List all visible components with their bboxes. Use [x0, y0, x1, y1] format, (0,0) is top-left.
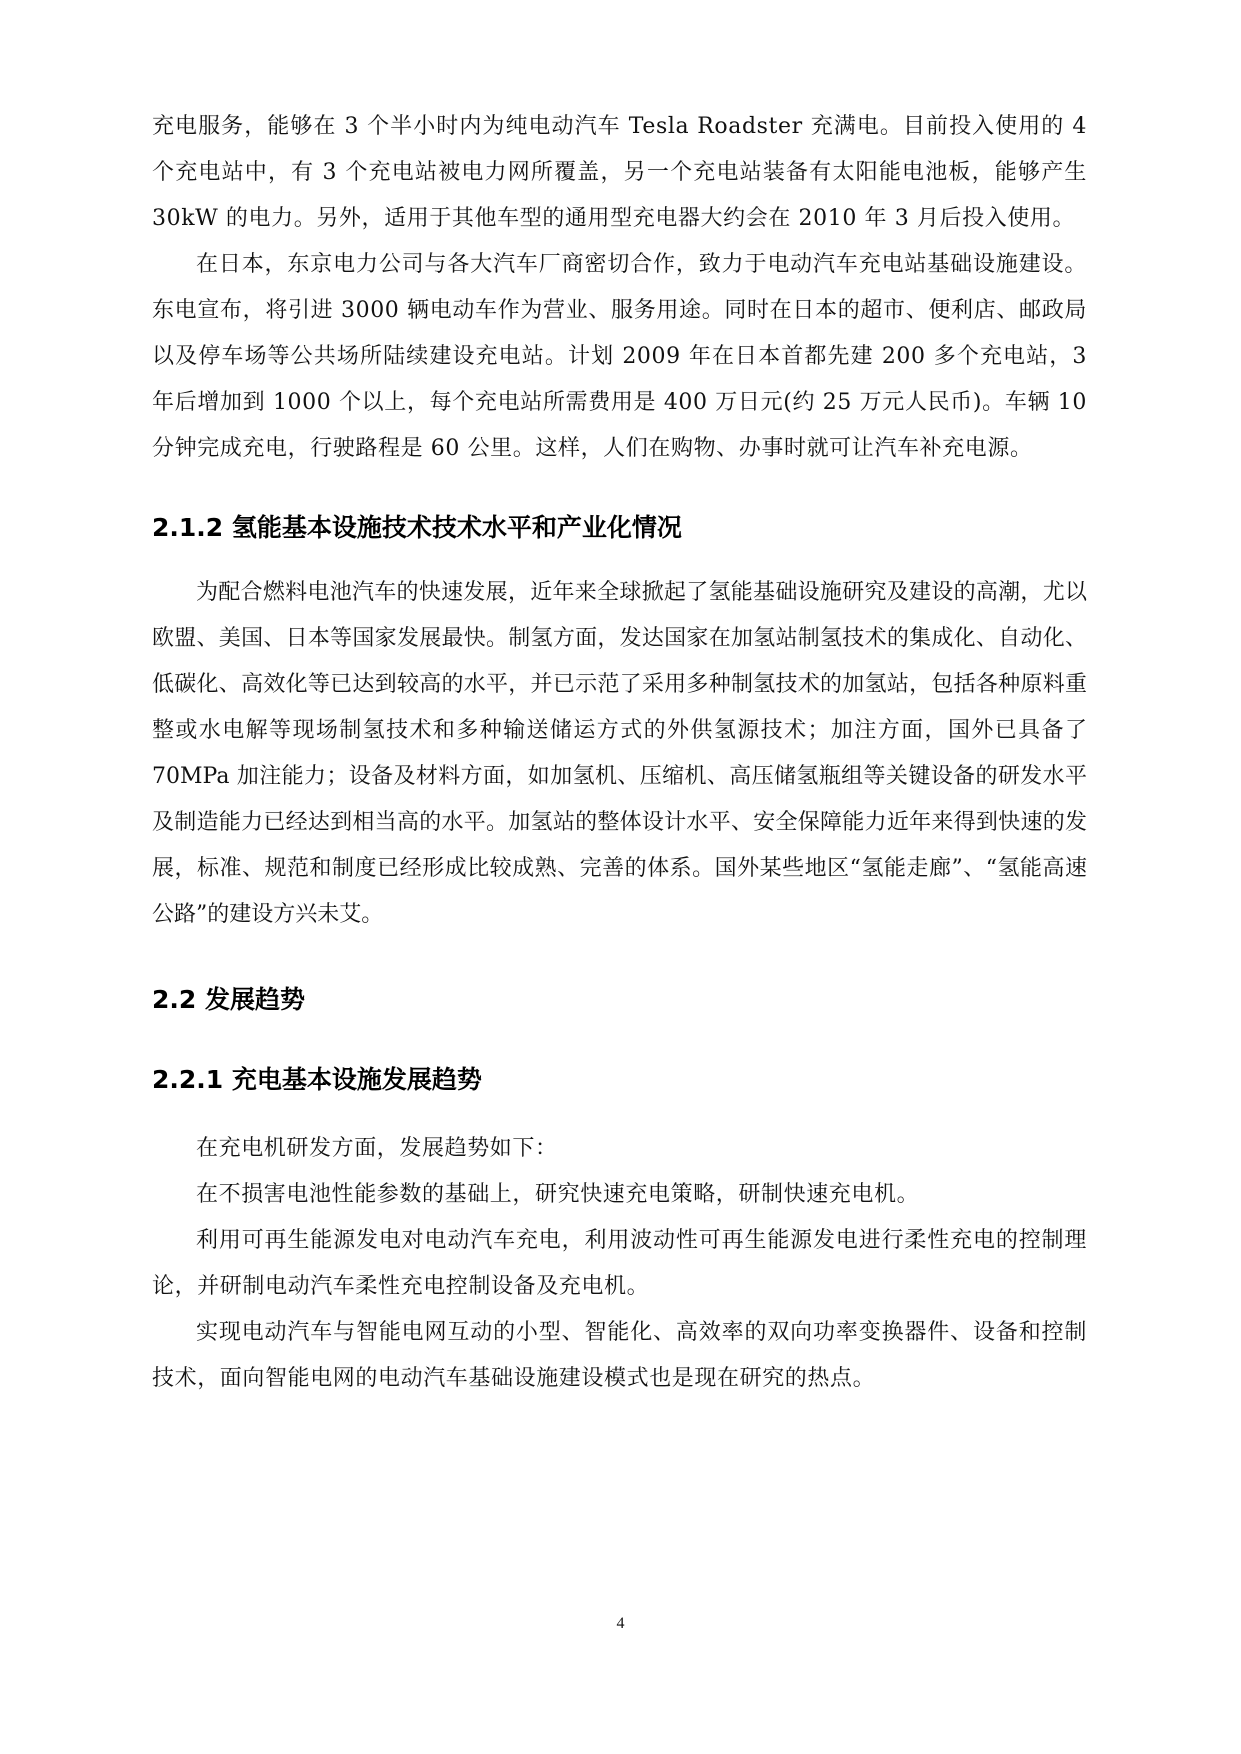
- paragraph-tesla-charging: 充电服务，能够在 3 个半小时内为纯电动汽车 Tesla Roadster 充满电。目前投入使用的 4 个充电站中，有 3 个充电站被电力网所覆盖，另一个充电站装备有太阳能电池板，能够产生 30kW 的电力。另外，适用于其他车型的通用型充电器大约会在 2010 年 3 月后投入使用。: [152, 114, 1087, 231]
- paragraph-smart-grid: 实现电动汽车与智能电网互动的小型、智能化、高效率的双向功率变换器件、设备和控制技术，面向智能电网的电动汽车基础设施建设模式也是现在研究的热点。: [152, 1320, 1087, 1391]
- page-number: 4: [616, 1615, 625, 1632]
- paragraph-hydrogen-infrastructure: 为配合燃料电池汽车的快速发展，近年来全球掀起了氢能基础设施研究及建设的高潮，尤以欧盟、美国、日本等国家发展最快。制氢方面，发达国家在加氢站制氢技术的集成化、自动化、低碳化、高效化等已达到较高的水平，并已示范了采用多种制氢技术的加氢站，包括各种原料重整或水电解等现场制氢技术和多种输送储运方式的外供氢源技术；加注方面，国外已具备了 70MPa 加注能力；设备及材料方面，如加氢机、压缩机、高压储氢瓶组等关键设备的研发水平及制造能力已经达到相当高的水平。加氢站的整体设计水平、安全保障能力近年来得到快速的发展，标准、规范和制度已经形成比较成熟、完善的体系。国外某些地区“氢能走廊”、“氢能高速公路”的建设方兴未艾。: [152, 580, 1087, 927]
- section-heading-2-1-2: 2.1.2 氢能基本设施技术技术水平和产业化情况: [152, 513, 682, 542]
- paragraph-renewable-charging: 利用可再生能源发电对电动汽车充电，利用波动性可再生能源发电进行柔性充电的控制理论，并研制电动汽车柔性充电控制设备及充电机。: [152, 1228, 1087, 1299]
- section-heading-2-2: 2.2 发展趋势: [152, 985, 305, 1014]
- section-heading-2-2-1: 2.2.1 充电基本设施发展趋势: [152, 1065, 482, 1094]
- paragraph-fast-charging: 在不损害电池性能参数的基础上，研究快速充电策略，研制快速充电机。: [196, 1182, 920, 1207]
- document-page: [152, 104, 1087, 1402]
- paragraph-charger-trend-intro: 在充电机研发方面，发展趋势如下：: [196, 1136, 558, 1161]
- paragraph-japan-charging: 在日本，东京电力公司与各大汽车厂商密切合作，致力于电动汽车充电站基础设施建设。东电宣布，将引进 3000 辆电动车作为营业、服务用途。同时在日本的超市、便利店、邮政局以及停车场等公共场所陆续建设充电站。计划 2009 年在日本首都先建 200 多个充电站，3 年后增加到 1000 个以上，每个充电站所需费用是 400 万日元(约 25 万元人民币)。车辆 10 分钟完成充电，行驶路程是 60 公里。这样，人们在购物、办事时就可让汽车补充电源。: [152, 252, 1087, 461]
